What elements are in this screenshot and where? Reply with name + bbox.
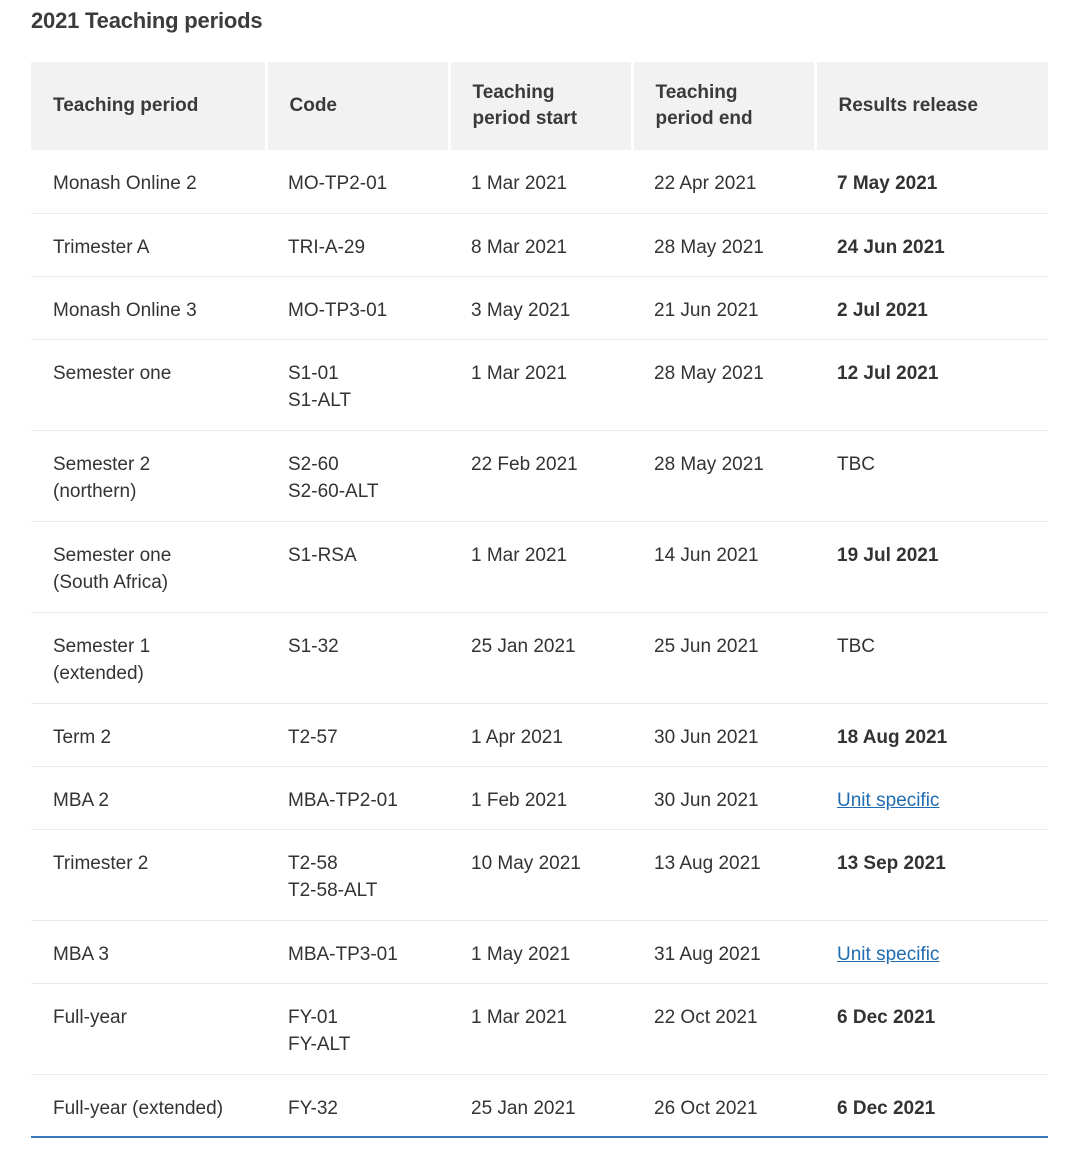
cell-period-end: 30 Jun 2021 <box>632 703 815 766</box>
table-row <box>31 430 1048 521</box>
header-period-start <box>449 62 632 150</box>
cell-period-end: 14 Jun 2021 <box>632 521 815 612</box>
period-code: TRI-A-29 <box>288 236 366 258</box>
cell-period-start: 1 Mar 2021 <box>449 150 632 213</box>
cell-results-release <box>815 920 1048 983</box>
cell-period-end: 25 Jun 2021 <box>632 612 815 703</box>
cell-period-start: 10 May 2021 <box>449 829 632 920</box>
period-code-alt: T2-58-ALT <box>288 879 378 901</box>
period-name: Semester one <box>53 544 172 566</box>
cell-results-release: 18 Aug 2021 <box>815 703 1048 766</box>
cell-teaching-period <box>31 150 266 213</box>
cell-code <box>266 766 449 829</box>
cell-period-end: 31 Aug 2021 <box>632 920 815 983</box>
cell-period-start: 1 Mar 2021 <box>449 521 632 612</box>
header-teaching-period: Teaching period <box>31 62 266 150</box>
period-code-alt: S2-60-ALT <box>288 480 379 502</box>
cell-period-start: 1 Mar 2021 <box>449 983 632 1074</box>
cell-teaching-period <box>31 276 266 339</box>
cell-results-release: 13 Sep 2021 <box>815 829 1048 920</box>
cell-period-start: 8 Mar 2021 <box>449 213 632 276</box>
page-title: 2021 Teaching periods <box>31 8 263 33</box>
period-code: S1-RSA <box>288 544 357 566</box>
table-row <box>31 920 1048 983</box>
cell-teaching-period <box>31 213 266 276</box>
cell-results-release: TBC <box>815 430 1048 521</box>
period-code: FY-01 <box>288 1006 338 1028</box>
cell-results-release: 6 Dec 2021 <box>815 983 1048 1074</box>
cell-results-release: 12 Jul 2021 <box>815 339 1048 430</box>
cell-teaching-period <box>31 339 266 430</box>
cell-results-release: 24 Jun 2021 <box>815 213 1048 276</box>
cell-teaching-period <box>31 521 266 612</box>
cell-code <box>266 213 449 276</box>
cell-teaching-period <box>31 829 266 920</box>
cell-teaching-period <box>31 766 266 829</box>
table-header <box>31 62 1048 150</box>
period-code: S1-01 <box>288 362 339 384</box>
cell-results-release: TBC <box>815 612 1048 703</box>
header-period-end-line2: period end <box>655 108 753 129</box>
cell-code <box>266 1074 449 1137</box>
header-row <box>31 62 1048 150</box>
cell-period-end: 26 Oct 2021 <box>632 1074 815 1137</box>
period-name: Monash Online 3 <box>53 299 197 321</box>
table-row <box>31 1074 1048 1137</box>
table-row <box>31 150 1048 213</box>
period-name-qualifier: (northern) <box>53 480 137 502</box>
cell-teaching-period <box>31 703 266 766</box>
period-name: Trimester A <box>53 236 150 258</box>
period-code: FY-32 <box>288 1097 338 1119</box>
period-code: T2-58 <box>288 852 338 874</box>
cell-code <box>266 983 449 1074</box>
period-name: Semester 1 <box>53 635 151 657</box>
cell-period-end: 21 Jun 2021 <box>632 276 815 339</box>
cell-period-start: 25 Jan 2021 <box>449 612 632 703</box>
cell-period-end: 13 Aug 2021 <box>632 829 815 920</box>
period-code: MO-TP2-01 <box>288 173 388 194</box>
table-row <box>31 339 1048 430</box>
period-code: S2-60 <box>288 453 339 475</box>
header-results-release: Results release <box>815 62 1048 150</box>
table-row <box>31 829 1048 920</box>
period-code-alt: FY-ALT <box>288 1033 351 1055</box>
cell-results-release: 2 Jul 2021 <box>815 276 1048 339</box>
cell-code <box>266 703 449 766</box>
cell-period-end: 28 May 2021 <box>632 430 815 521</box>
cell-teaching-period <box>31 612 266 703</box>
cell-period-start: 1 Feb 2021 <box>449 766 632 829</box>
period-name: MBA 3 <box>53 943 109 965</box>
cell-code <box>266 829 449 920</box>
teaching-periods-table <box>31 62 1048 1138</box>
cell-teaching-period <box>31 983 266 1074</box>
period-code-alt: S1-ALT <box>288 389 352 411</box>
period-name: Trimester 2 <box>53 852 149 874</box>
period-code: MBA-TP3-01 <box>288 943 398 965</box>
header-code: Code <box>266 62 449 150</box>
cell-results-release: 19 Jul 2021 <box>815 521 1048 612</box>
period-code: S1-32 <box>288 635 339 657</box>
cell-period-start: 3 May 2021 <box>449 276 632 339</box>
period-name-qualifier: (South Africa) <box>53 571 169 593</box>
table-row <box>31 766 1048 829</box>
cell-period-end: 30 Jun 2021 <box>632 766 815 829</box>
header-period-end-line1: Teaching <box>655 82 738 103</box>
unit-specific-link[interactable]: Unit specific <box>837 943 940 965</box>
header-period-end <box>632 62 815 150</box>
table-row <box>31 276 1048 339</box>
cell-code <box>266 521 449 612</box>
cell-period-start: 1 Apr 2021 <box>449 703 632 766</box>
cell-results-release: 7 May 2021 <box>815 150 1048 213</box>
cell-teaching-period <box>31 920 266 983</box>
cell-code <box>266 612 449 703</box>
table-row <box>31 612 1048 703</box>
period-name-qualifier: (extended) <box>53 662 144 684</box>
period-name: MBA 2 <box>53 789 109 811</box>
period-name: Full-year (extended) <box>53 1097 224 1119</box>
table-row <box>31 521 1048 612</box>
period-name: Monash Online 2 <box>53 173 197 194</box>
cell-period-start: 22 Feb 2021 <box>449 430 632 521</box>
table-body <box>31 150 1048 1137</box>
header-period-start-line1: Teaching <box>472 82 555 103</box>
cell-period-start: 25 Jan 2021 <box>449 1074 632 1137</box>
cell-period-start: 1 Mar 2021 <box>449 339 632 430</box>
header-period-start-line2: period start <box>472 108 578 129</box>
cell-period-end: 28 May 2021 <box>632 213 815 276</box>
period-name: Semester 2 <box>53 453 151 475</box>
period-name: Semester one <box>53 362 172 384</box>
cell-teaching-period <box>31 1074 266 1137</box>
period-name: Full-year <box>53 1006 127 1028</box>
table-row <box>31 213 1048 276</box>
table-row <box>31 703 1048 766</box>
cell-results-release: 6 Dec 2021 <box>815 1074 1048 1137</box>
cell-period-start: 1 May 2021 <box>449 920 632 983</box>
period-code: T2-57 <box>288 726 338 748</box>
unit-specific-link[interactable]: Unit specific <box>837 789 940 811</box>
cell-code <box>266 150 449 213</box>
cell-code <box>266 920 449 983</box>
period-code: MBA-TP2-01 <box>288 789 398 811</box>
cell-code <box>266 276 449 339</box>
period-name: Term 2 <box>53 726 112 748</box>
table-row <box>31 983 1048 1074</box>
cell-period-end: 28 May 2021 <box>632 339 815 430</box>
cell-code <box>266 430 449 521</box>
cell-teaching-period <box>31 430 266 521</box>
cell-code <box>266 339 449 430</box>
cell-results-release <box>815 766 1048 829</box>
period-code: MO-TP3-01 <box>288 299 388 321</box>
cell-period-end: 22 Oct 2021 <box>632 983 815 1074</box>
cell-period-end: 22 Apr 2021 <box>632 150 815 213</box>
